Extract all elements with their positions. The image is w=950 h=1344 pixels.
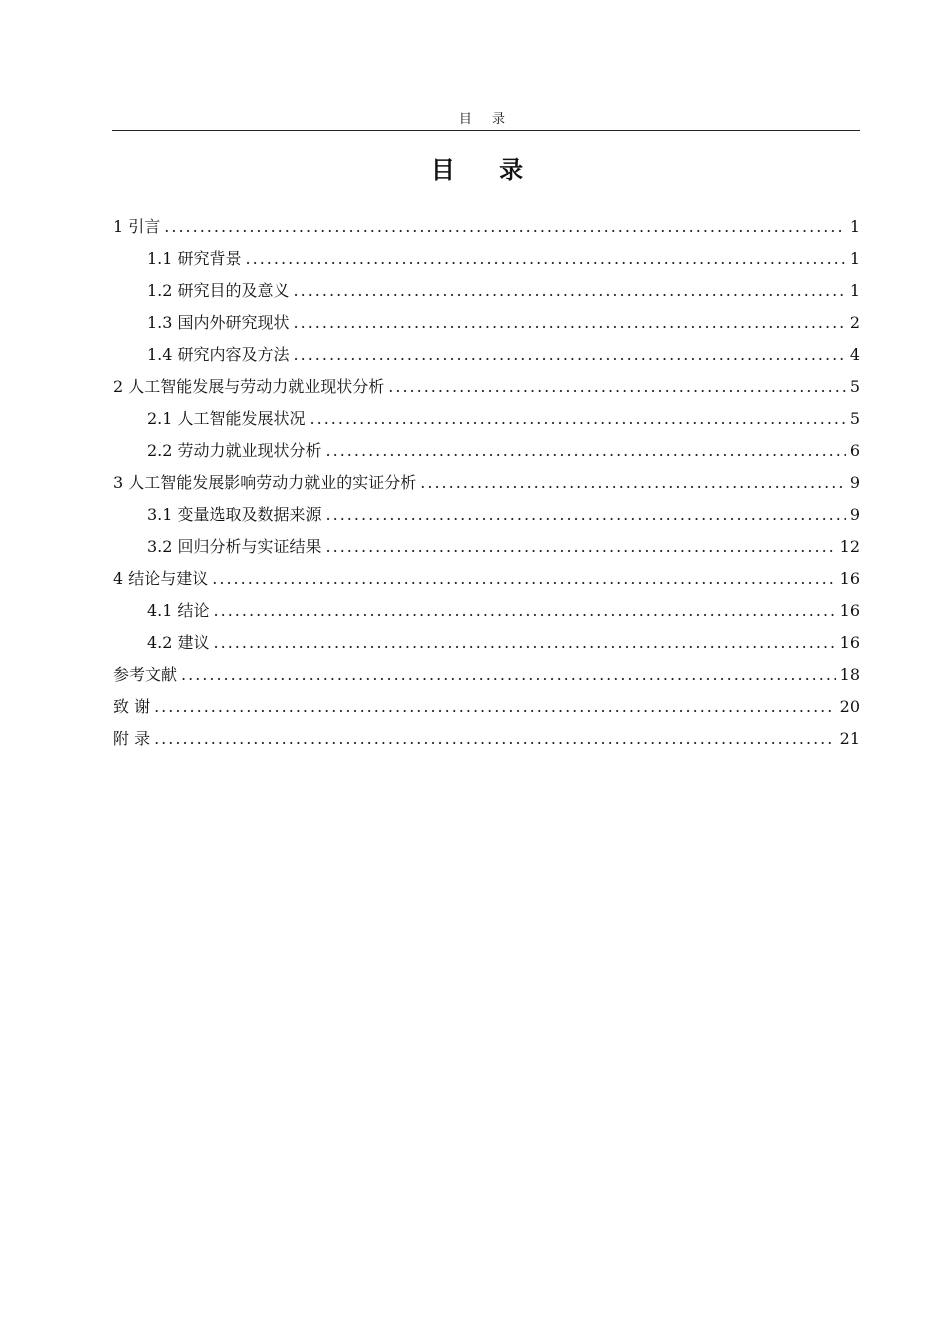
running-header [112, 108, 860, 131]
toc-leader-dots [154, 691, 836, 723]
toc-leader-dots [294, 275, 846, 307]
toc-leader-dots [294, 339, 846, 371]
toc-entry-page: 1 [849, 249, 860, 268]
toc-leader-dots [326, 531, 836, 563]
toc-leader-dots [214, 595, 836, 627]
toc-entry-label: 1.3 国内外研究现状 [147, 313, 290, 332]
toc-entry-label: 1.1 研究背景 [147, 249, 242, 268]
toc-entry[interactable] [113, 595, 860, 627]
toc-entry-page: 12 [839, 537, 860, 556]
running-header-title: 目 录 [458, 112, 514, 127]
toc-entry-label: 2.1 人工智能发展状况 [147, 409, 306, 428]
toc-entry[interactable] [113, 339, 860, 371]
toc-entry-label: 4 结论与建议 [113, 569, 209, 588]
toc-entry[interactable] [113, 467, 860, 499]
toc-entry[interactable] [113, 659, 860, 691]
toc-entry-page: 1 [849, 217, 860, 236]
toc-entry-label: 参考文献 [113, 665, 178, 684]
toc-entry[interactable] [113, 563, 860, 595]
toc-entry[interactable] [113, 723, 860, 755]
toc-entry-page: 16 [839, 569, 860, 588]
toc-entry[interactable] [113, 499, 860, 531]
toc-entry-label: 3 人工智能发展影响劳动力就业的实证分析 [113, 473, 417, 492]
toc-entry-page: 18 [839, 665, 860, 684]
toc-entry[interactable] [113, 243, 860, 275]
toc-entry-page: 2 [849, 313, 860, 332]
toc-entry-page: 16 [839, 601, 860, 620]
toc-entry[interactable] [113, 531, 860, 563]
toc-entry[interactable] [113, 211, 860, 243]
toc-entry-page: 5 [849, 409, 860, 428]
toc-entry[interactable] [113, 627, 860, 659]
toc-entry-page: 6 [849, 441, 860, 460]
toc-entry-label: 2 人工智能发展与劳动力就业现状分析 [113, 377, 385, 396]
toc-leader-dots [388, 371, 846, 403]
toc-entry-page: 21 [839, 729, 860, 748]
page-title: 目 录 [430, 156, 542, 184]
toc-leader-dots [212, 563, 835, 595]
toc-entry[interactable] [113, 371, 860, 403]
toc-entry[interactable] [113, 691, 860, 723]
toc-entry-label: 3.2 回归分析与实证结果 [147, 537, 322, 556]
toc-leader-dots [420, 467, 846, 499]
toc-entry[interactable] [113, 435, 860, 467]
toc-leader-dots [181, 659, 836, 691]
toc-entry-page: 1 [849, 281, 860, 300]
toc-entry[interactable] [113, 307, 860, 339]
toc-entry-label: 4.2 建议 [147, 633, 210, 652]
toc-entry-label: 2.2 劳动力就业现状分析 [147, 441, 322, 460]
toc-leader-dots [154, 723, 836, 755]
toc-entry-label: 附 录 [113, 729, 151, 748]
toc-leader-dots [214, 627, 836, 659]
table-of-contents [113, 211, 860, 755]
toc-leader-dots [310, 403, 846, 435]
toc-entry-label: 3.1 变量选取及数据来源 [147, 505, 322, 524]
toc-entry-label: 1.2 研究目的及意义 [147, 281, 290, 300]
toc-entry-page: 9 [849, 505, 860, 524]
toc-entry[interactable] [113, 403, 860, 435]
toc-entry[interactable] [113, 275, 860, 307]
toc-entry-label: 4.1 结论 [147, 601, 210, 620]
toc-entry-label: 致 谢 [113, 697, 151, 716]
toc-entry-label: 1.4 研究内容及方法 [147, 345, 290, 364]
toc-entry-page: 9 [849, 473, 860, 492]
toc-entry-page: 4 [849, 345, 860, 364]
toc-leader-dots [246, 243, 846, 275]
toc-entry-page: 5 [849, 377, 860, 396]
toc-entry-page: 16 [839, 633, 860, 652]
toc-entry-label: 1 引言 [113, 217, 161, 236]
toc-entry-page: 20 [839, 697, 860, 716]
toc-leader-dots [164, 211, 846, 243]
toc-leader-dots [326, 499, 846, 531]
toc-leader-dots [326, 435, 846, 467]
toc-leader-dots [294, 307, 846, 339]
